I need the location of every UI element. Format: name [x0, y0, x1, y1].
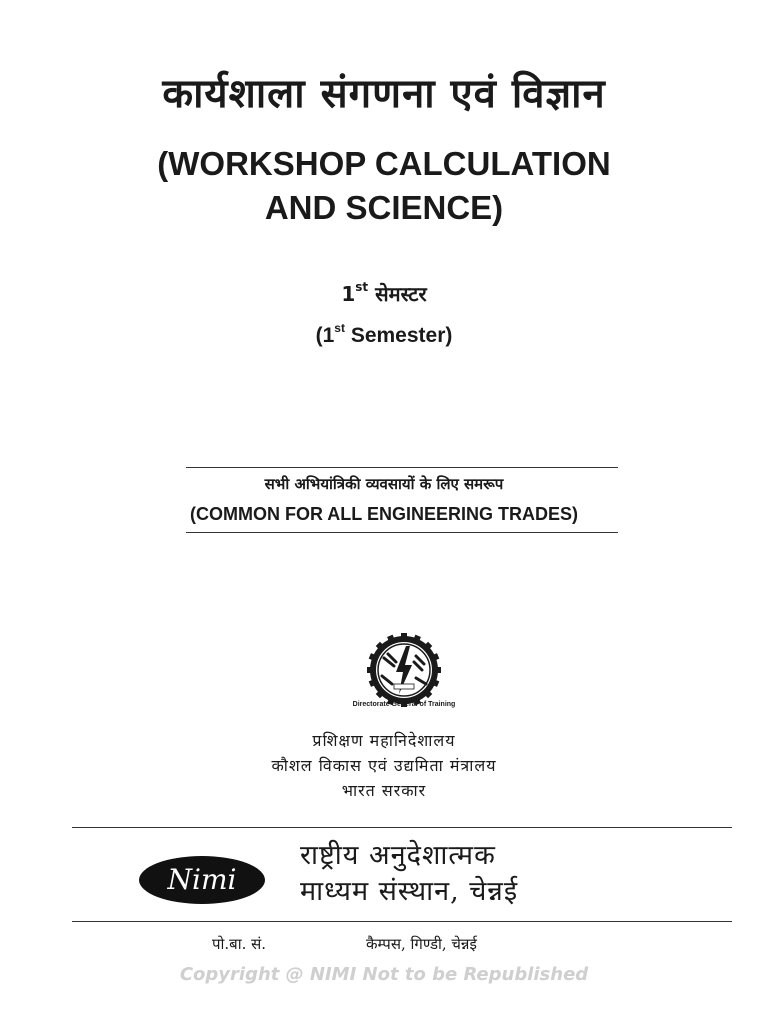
title-english-line-2: AND SCIENCE) — [264, 189, 504, 226]
copyright-watermark: Copyright @ NIMI Not to be Republished — [179, 964, 589, 985]
nimi-logo-text: Nimi — [167, 863, 237, 896]
semester-english-sup: st — [334, 321, 345, 335]
dgt-emblem-icon — [366, 632, 442, 708]
address-po-box: पो.बा. सं. — [212, 935, 267, 953]
semester-hindi-word: सेमस्टर — [375, 282, 427, 306]
title-english — [0, 142, 768, 230]
emblem-label: Directorate General of Training — [352, 701, 456, 708]
semester-english-word: Semester) — [350, 324, 453, 347]
nimi-top-divider — [72, 827, 732, 828]
nimi-name-line-1: राष्ट्रीय अनुदेशात्मक — [300, 840, 496, 871]
trades-hindi: सभी अभियांत्रिकी व्यवसायों के लिए समरूप — [264, 475, 504, 493]
semester-hindi-number: 1 — [341, 282, 356, 306]
trades-bottom-divider — [186, 532, 618, 533]
trades-english: (COMMON FOR ALL ENGINEERING TRADES) — [190, 504, 578, 524]
nimi-name-line-2: माध्यम संस्थान, चेन्नई — [300, 876, 519, 907]
title-english-line-1: (WORKSHOP CALCULATION — [157, 145, 611, 182]
trades-top-divider — [186, 467, 618, 468]
dgt-line-2: कौशल विकास एवं उद्यमिता मंत्रालय — [271, 756, 497, 775]
dgt-line-3: भारत सरकार — [341, 781, 427, 800]
nimi-full-name — [300, 838, 518, 910]
semester-hindi — [0, 280, 768, 307]
semester-hindi-sup: st — [355, 280, 369, 295]
title-hindi: कार्यशाला संगणना एवं विज्ञान — [162, 71, 606, 117]
address-campus: कैम्पस, गिण्डी, चेन्नई — [366, 935, 477, 953]
semester-english-open: (1 — [315, 324, 335, 347]
nimi-bottom-divider — [72, 921, 732, 922]
nimi-logo — [138, 855, 266, 905]
dgt-ministry-block — [0, 728, 768, 803]
dgt-line-1: प्रशिक्षण महानिदेशालय — [312, 731, 456, 750]
semester-english — [0, 323, 768, 348]
